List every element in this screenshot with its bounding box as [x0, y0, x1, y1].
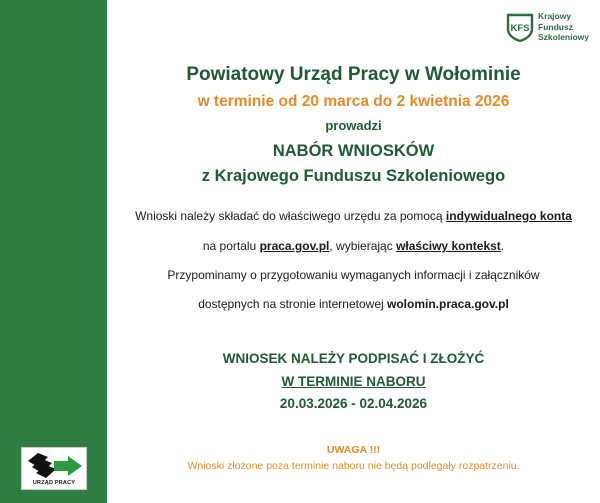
body-line-4	[107, 297, 600, 311]
nabor-heading: NABÓR WNIOSKÓW	[272, 142, 435, 160]
date-range: w terminie od 20 marca do 2 kwietnia 2026	[197, 93, 510, 110]
office-title: Powiatowy Urząd Pracy w Wołominie	[186, 64, 521, 85]
body-line-1-text: Wnioski należy składać do właściwego urzędu za pomocą	[135, 209, 446, 223]
body-line-1	[107, 209, 600, 223]
body-line-2-mid: , wybierając	[329, 239, 397, 253]
kfs-name-line: Krajowy	[538, 11, 572, 21]
left-sidebar-band	[0, 0, 107, 503]
body-line-4-text: dostępnych na stronie internetowej	[198, 297, 387, 311]
context-link[interactable]: właściwy kontekst	[396, 239, 501, 253]
wolomin-site-link[interactable]: wolomin.praca.gov.pl	[387, 297, 509, 311]
kfs-badge-text: KFS	[510, 23, 530, 34]
prowadzi-label: prowadzi	[325, 118, 382, 133]
body-line-2-text: na portalu	[202, 239, 260, 253]
sign-notice: WNIOSEK NALEŻY PODPISAĆ I ZŁOŻYĆ	[222, 351, 485, 366]
term-range: 20.03.2026 - 02.04.2026	[279, 396, 428, 411]
fund-heading: z Krajowego Funduszu Szkoleniowego	[201, 167, 506, 185]
in-term-notice: W TERMINIE NABORU	[281, 374, 426, 389]
body-line-3: Przypominamy o przygotowaniu wymaganych informacji i załączników	[167, 268, 540, 282]
urzad-pracy-label: URZĄD PRACY	[32, 480, 76, 486]
warning-text: Wnioski złożone poza terminie naboru nie będą podlegały rozpatrzeniu.	[187, 460, 520, 472]
kfs-name-line: Fundusz	[538, 21, 573, 32]
announcement-content	[107, 0, 600, 503]
kfs-name-line: Szkoleniowy	[538, 32, 590, 42]
urzad-pracy-arrow-icon	[26, 451, 84, 479]
body-line-2	[107, 239, 600, 253]
individual-account-link[interactable]: indywidualnego konta	[445, 209, 572, 223]
warning-title: UWAGA !!!	[326, 444, 381, 456]
body-line-2-end: .	[500, 239, 505, 253]
praca-gov-link[interactable]: praca.gov.pl	[259, 239, 330, 253]
urzad-pracy-logo	[21, 447, 87, 490]
